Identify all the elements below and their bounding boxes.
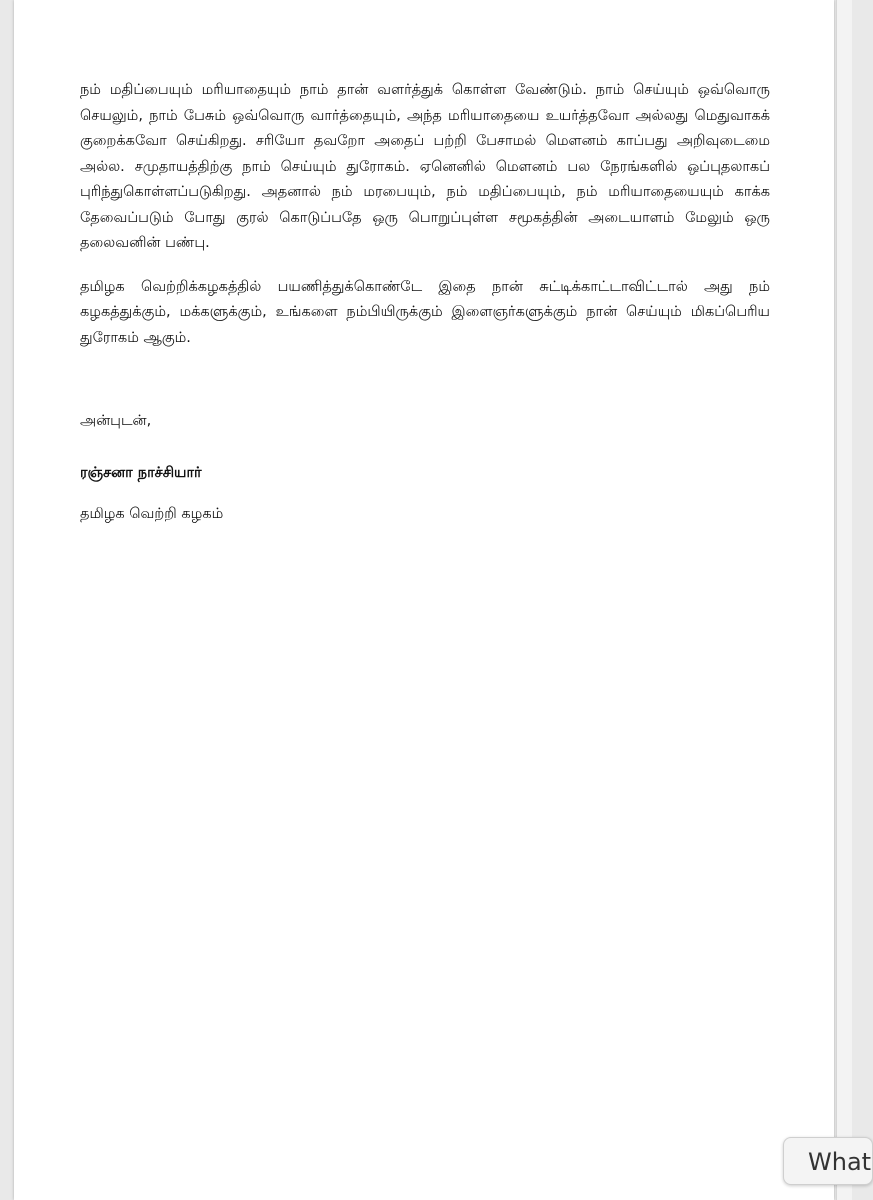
whatsapp-share-chip[interactable]: What <box>783 1137 873 1185</box>
letter-body <box>80 78 770 528</box>
letter-paragraph-2: தமிழக வெற்றிக்கழகத்தில் பயணித்துக்கொண்டே இதை நான் சுட்டிக்காட்டாவிட்டால் அது நம் கழகத்துக்கும், மக்களுக்கும், உங்களை நம்பியிருக்கும் இளைஞர்களுக்கும் நான் செய்யும் மிகப்பெரிய துரோகம் ஆகும். <box>80 278 770 346</box>
signatory-name: ரஞ்சனா நாச்சியார் <box>80 464 202 481</box>
viewer-scroll-track[interactable] <box>836 0 852 1200</box>
signatory-organization: தமிழக வெற்றி கழகம் <box>80 506 224 522</box>
letter-paragraph-1: நம் மதிப்பையும் மரியாதையும் நாம் தான் வளர்த்துக் கொள்ள வேண்டும். நாம் செய்யும் ஒவ்வொரு செயலும், நாம் பேசும் ஒவ்வொரு வார்த்தையும், அந்த மரியாதையை உயர்த்தவோ அல்லது மெதுவாகக் குறைக்கவோ செய்கிறது. சரியோ தவறோ அதைப் பற்றி பேசாமல் மௌனம் காப்பது அறிவுடைமை அல்ல. சமுதாயத்திற்கு நாம் செய்யும் துரோகம். ஏனெனில் மௌனம் பல நேரங்களில் ஒப்புதலாகப் புரிந்துகொள்ளப்படுகிறது. அதனால் நம் மரபையும், நம் மதிப்பையும், நம் மரியாதையையும் காக்க தேவைப்படும் போது குரல் கொடுப்பதே ஒரு பொறுப்புள்ள சமூகத்தின் அடையாளம் மேலும் ஒரு தலைவனின் பண்பு. <box>80 82 770 251</box>
letter-closing: அன்புடன், <box>80 413 152 429</box>
document-page <box>14 0 834 1200</box>
